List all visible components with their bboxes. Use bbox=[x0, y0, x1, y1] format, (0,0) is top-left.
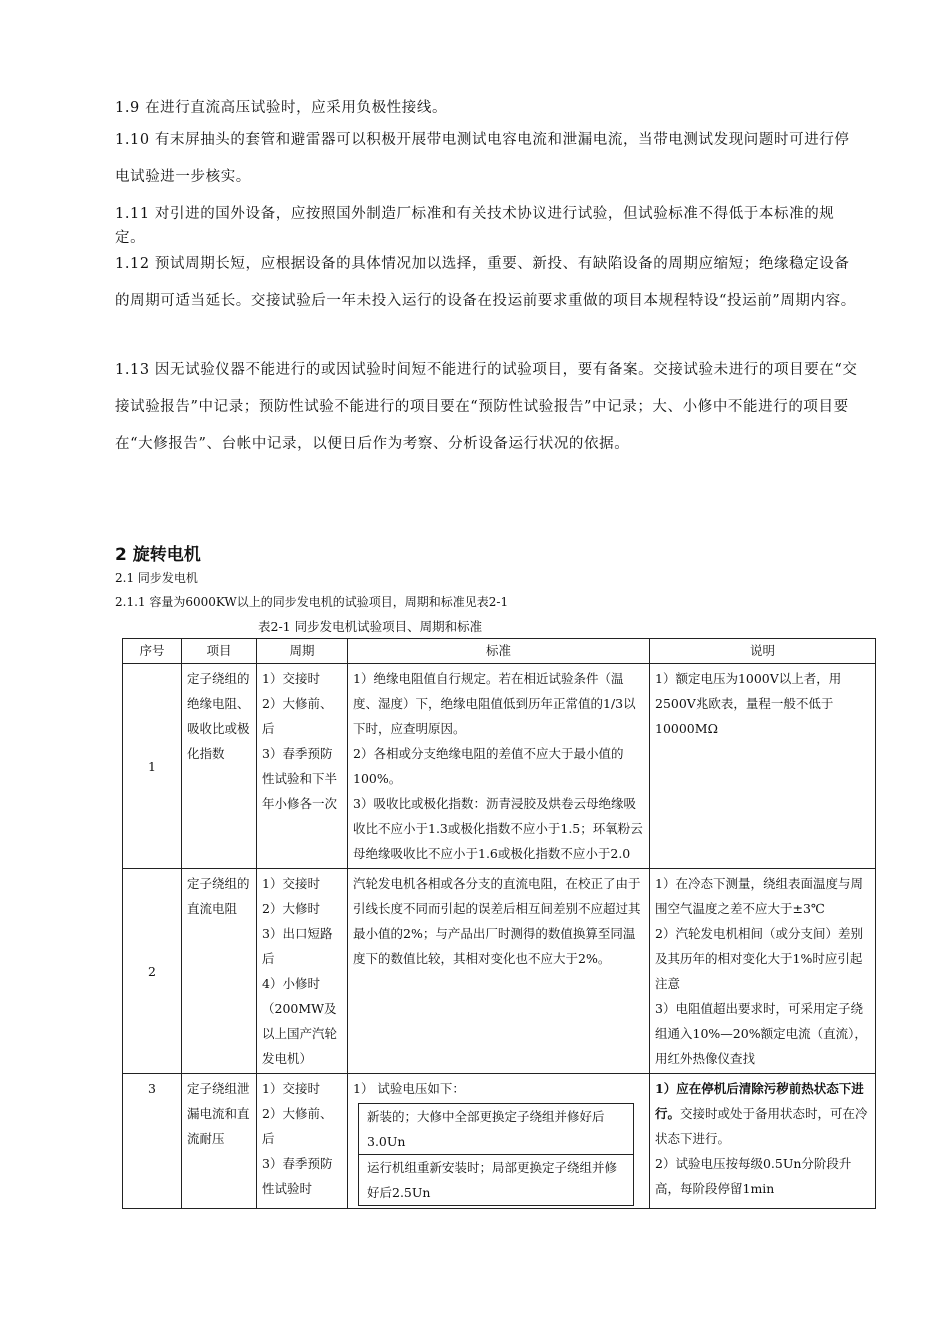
table-row bbox=[123, 664, 876, 869]
paragraph-1-13: 1.13 因无试验仪器不能进行的或因试验时间短不能进行的试验项目，要有备案。交接试验未进行的项目要在“交接试验报告”中记录；预防性试验不能进行的项目要在“预防性试验报告”中记录；大、小修中不能进行的项目要在“大修报告”、台帐中记录，以便日后作为考察、分析设备运行状况的依据。 bbox=[115, 362, 858, 452]
cell-item: 定子绕组的绝缘电阻、吸收比或极化指数 bbox=[182, 664, 257, 869]
cell-period bbox=[257, 664, 348, 869]
period-line: 3）出口短路后 bbox=[262, 926, 333, 966]
header-period: 周期 bbox=[257, 639, 348, 664]
header-note: 说明 bbox=[650, 639, 876, 664]
voltage-box-row: 运行机组重新安装时；局部更换定子绕组并修好后2.5Un bbox=[359, 1154, 633, 1205]
note-line: 1）在冷态下测量，绕组表面温度与周围空气温度之差不应大于±3℃ bbox=[655, 876, 863, 916]
period-line: 2）大修时 bbox=[262, 901, 320, 916]
cell-item: 定子绕组泄漏电流和直流耐压 bbox=[182, 1074, 257, 1209]
header-item: 项目 bbox=[182, 639, 257, 664]
period-line: 2）大修前、后 bbox=[262, 1106, 333, 1146]
cell-note bbox=[650, 1074, 876, 1209]
period-line: 1）交接时 bbox=[262, 671, 320, 686]
standard-line: 汽轮发电机各相或各分支的直流电阻，在校正了由于引线长度不同而引起的误差后相互间差别不应超过其最小值的2%；与产品出厂时测得的数值换算至同温度下的数值比较，其相对变化也不应大于2%。 bbox=[353, 876, 641, 966]
paragraph-1-11: 1.11 对引进的国外设备，应按照国外制造厂标准和有关技术协议进行试验，但试验标准不得低于本标准的规定。 bbox=[115, 206, 835, 246]
standard-line: 1） 试验电压如下： bbox=[353, 1081, 465, 1096]
cell-period bbox=[257, 1074, 348, 1209]
test-items-table bbox=[122, 638, 876, 1209]
section-title: 2 旋转电机 bbox=[115, 545, 201, 565]
period-line: 3）春季预防性试验和下半年小修各一次 bbox=[262, 746, 338, 811]
cell-seq: 3 bbox=[123, 1074, 182, 1209]
voltage-box bbox=[358, 1103, 634, 1206]
note-line: 2）试验电压按每级0.5Un分阶段升高，每阶段停留1min bbox=[655, 1156, 852, 1196]
note-line bbox=[655, 1076, 870, 1151]
cell-standard bbox=[348, 869, 650, 1074]
paragraph-1-12: 1.12 预试周期长短，应根据设备的具体情况加以选择，重要、新投、有缺陷设备的周期应缩短；绝缘稳定设备的周期可适当延长。交接试验后一年未投入运行的设备在投运前要求重做的项目本规程特设“投运前”周期内容。 bbox=[115, 256, 856, 309]
voltage-box-row: 新装的；大修中全部更换定子绕组并修好后3.0Un bbox=[367, 1109, 605, 1149]
cell-period bbox=[257, 869, 348, 1074]
paragraph-1-9: 1.9 在进行直流高压试验时，应采用负极性接线。 bbox=[115, 100, 448, 116]
note-line: 1）额定电压为1000V以上者，用2500V兆欧表，量程一般不低于10000MΩ bbox=[655, 671, 842, 736]
table-row bbox=[123, 869, 876, 1074]
table-caption: 表2-1 同步发电机试验项目、周期和标准 bbox=[258, 619, 483, 634]
standard-line: 3）吸收比或极化指数：沥青浸胶及烘卷云母绝缘吸收比不应小于1.3或极化指数不应小于1.5；环氧粉云母绝缘吸收比不应小于1.6或极化指数不应小于2.0 bbox=[353, 796, 643, 861]
cell-item: 定子绕组的直流电阻 bbox=[182, 869, 257, 1074]
subsection-title: 2.1 同步发电机 bbox=[115, 571, 198, 585]
cell-standard bbox=[348, 1074, 650, 1209]
period-line: 4）小修时（200MW及以上国产汽轮发电机） bbox=[262, 976, 338, 1066]
period-line: 3）春季预防性试验时 bbox=[262, 1156, 333, 1196]
cell-standard bbox=[348, 664, 650, 869]
cell-seq: 1 bbox=[123, 664, 182, 869]
table-header-row bbox=[123, 639, 876, 664]
paragraph-1-10: 1.10 有末屏抽头的套管和避雷器可以积极开展带电测试电容电流和泄漏电流，当带电测试发现问题时可进行停电试验进一步核实。 bbox=[115, 132, 850, 185]
period-line: 1）交接时 bbox=[262, 876, 320, 891]
standard-line: 2）各相或分支绝缘电阻的差值不应大于最小值的100%。 bbox=[353, 746, 624, 786]
note-rest-text: 交接时或处于备用状态时，可在冷状态下进行。 bbox=[655, 1106, 868, 1146]
header-standard: 标准 bbox=[348, 639, 650, 664]
period-line: 2）大修前、后 bbox=[262, 696, 333, 736]
note-bold-text: 1）应在停机后清除污秽前热状态下进行。 bbox=[655, 1081, 864, 1121]
note-line: 3）电阻值超出要求时，可采用定子绕组通入10%—20%额定电流（直流），用红外热像仪查找 bbox=[655, 1001, 867, 1066]
period-line: 1）交接时 bbox=[262, 1081, 320, 1096]
table-row bbox=[123, 1074, 876, 1209]
cell-seq: 2 bbox=[123, 869, 182, 1074]
clause-text: 2.1.1 容量为6000KW以上的同步发电机的试验项目，周期和标准见表2-1 bbox=[115, 595, 509, 609]
standard-line: 1）绝缘电阻值自行规定。若在相近试验条件（温度、湿度）下，绝缘电阻值低到历年正常值的1/3以下时，应查明原因。 bbox=[353, 671, 636, 736]
note-line: 2）汽轮发电机相间（或分支间）差别及其历年的相对变化大于1%时应引起注意 bbox=[655, 926, 863, 991]
cell-note bbox=[650, 869, 876, 1074]
cell-note bbox=[650, 664, 876, 869]
header-seq: 序号 bbox=[123, 639, 182, 664]
